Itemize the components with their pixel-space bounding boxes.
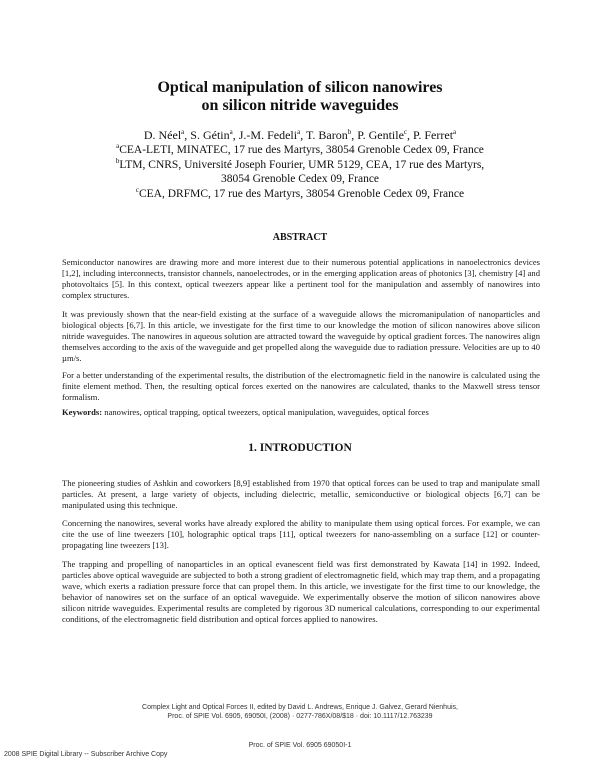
author-affiliation-marker: b [347,128,352,136]
author-affiliation-marker: c [403,128,408,136]
intro-paragraph-2: Concerning the nanowires, several works have already explored the ability to manipulate them using optical forces. For example, we can cite the use of line tweezers [10], holographic optical traps [11], optical tweezers for nano-assembling on a surface [12] or counter-propagating line tweezers [13]. [62,518,540,550]
author-name: T. Baron [305,128,348,142]
abstract-paragraph-1: Semiconductor nanowires are drawing more and more interest due to their numerous potential applications in nanoelectronics devices [1,2], including interconnects, transistor channels, nanoelectrodes, or in the emerging application areas of photonics [3], chemistry [4] and photovoltaics [5]. In this context, optical tweezers appear like a pertinent tool for the manipulation and assembly of nanowires into complex structures. [62,257,540,300]
keywords-line [62,407,540,418]
affiliation-b-cont-text: 38054 Grenoble Cedex 09, France [220,173,380,185]
affiliation-a [0,143,600,158]
author-affiliation-marker: a [297,128,301,136]
author-affiliation-marker: a [229,128,233,136]
author-affiliation-marker: a [453,128,457,136]
keywords-label: Keywords: [62,407,103,417]
affiliation-a-text: CEA-LETI, MINATEC, 17 rue des Martyrs, 38054 Grenoble Cedex 09, France [119,144,484,156]
affiliation-c-text: CEA, DRFMC, 17 rue des Martyrs, 38054 Grenoble Cedex 09, France [138,188,465,200]
publication-info-line-1: Complex Light and Optical Forces II, edited by David L. Andrews, Enrique J. Galvez, Gerard Nienhuis, [142,704,458,711]
page-label: Proc. of SPIE Vol. 6905 69050I-1 [248,742,352,749]
affiliation-c-marker: c [135,186,139,195]
author-name: P. Gentile [357,128,404,142]
author-name: D. Néel [143,128,182,142]
author-name: S. Gétin [190,128,230,142]
affiliation-b-marker: b [115,157,120,166]
author-name: P. Ferret [413,128,454,142]
paper-title-line-2: on silicon nitride waveguides [201,97,399,114]
affiliation-a-marker: a [116,142,120,151]
affiliation-b-text: LTM, CNRS, Université Joseph Fourier, UMR 5129, CEA, 17 rue des Martyrs, [119,159,485,171]
abstract-heading: ABSTRACT [272,232,328,243]
abstract-paragraph-3: For a better understanding of the experimental results, the distribution of the electromagnetic field in the nanowire is calculated using the finite element method. Then, the resulting optical forces exerted on the nanowires are calculated, thanks to the Maxwell stress tensor formalism. [62,370,540,402]
intro-paragraph-3: The trapping and propelling of nanoparticles in an optical evanescent field was first demonstrated by Kawata [14] in 1992. Indeed, particles above optical waveguide are subjected to both a strong gradient of electromagnetic field, which may trap them, and a propagating wave, which exerts a radiation pressure force that can propel them. In this article, we investigate for the first time to our knowledge, the behavior of nanowires set on the surface of an optical waveguide. We experimentally observe the motion of silicon nanowires above silicon nitride waveguides. Experimental results are completed by rigorous 3D numerical calculations, corresponding to our experimental conditions, of the electromagnetic field distribution and optical forces applied to nanowires. [62,559,540,624]
affiliation-b [0,158,600,173]
author-name: J.-M. Fedeli [238,128,298,142]
author-affiliation-marker: a [181,128,185,136]
keywords-text: nanowires, optical trapping, optical tweezers, optical manipulation, waveguides, optical forces [104,407,429,417]
affiliation-b-cont [0,172,600,187]
paper-title-line-1: Optical manipulation of silicon nanowires [157,79,443,96]
publication-info-line-2: Proc. of SPIE Vol. 6905, 69050I, (2008) · 0277-786X/08/$18 · doi: 10.1117/12.763239 [167,713,433,720]
intro-paragraph-1: The pioneering studies of Ashkin and coworkers [8,9] established from 1970 that optical forces can be used to trap and manipulate small particles. At present, a large variety of objects, including dielectric, metallic, semiconductive or biological objects [6,7] can be manipulated using this technique. [62,478,540,510]
affiliation-c [0,187,600,202]
introduction-heading: 1. INTRODUCTION [248,442,352,454]
archive-note: 2008 SPIE Digital Library -- Subscriber Archive Copy [4,751,168,758]
abstract-paragraph-2: It was previously shown that the near-field existing at the surface of a waveguide allows the micromanipulation of nanoparticles and biological objects [6,7]. In this article, we investigate for the first time to our knowledge the motion of silicon nanowires above silicon nitride waveguides. The nanowires in aqueous solution are attracted toward the waveguide by optical gradient forces. The nanowires align themselves according to the axis of the waveguide and get propelled along the waveguide due to radiation pressure. Velocities are up to 40 µm/s. [62,309,540,363]
author-list: D. Néel$^a$, S. Gétin$^a$, J.-M. Fedeli$^a$, T. Baron$^b$, P. Gentile$^c$, P. Ferret$^a$ [143,128,457,142]
